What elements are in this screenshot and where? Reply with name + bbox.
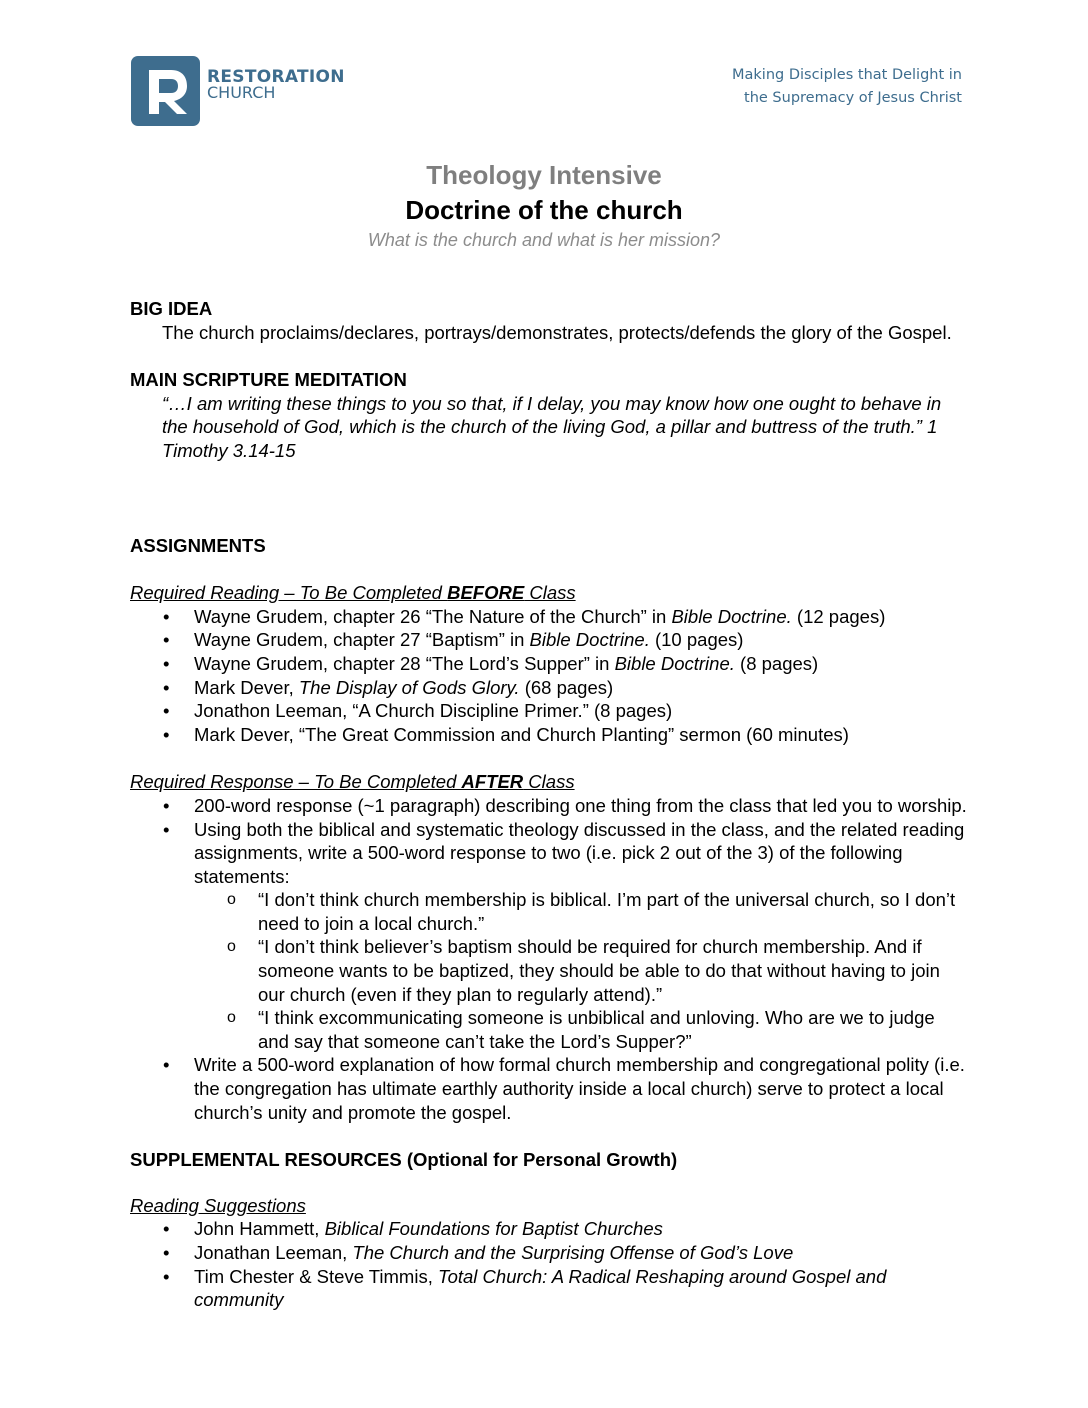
church-logo (131, 56, 345, 126)
list-item: • Mark Dever, “The Great Commission and Church Planting” sermon (60 minutes) (130, 723, 970, 747)
tagline (732, 64, 962, 110)
list-item: • Jonathan Leeman, The Church and the Surprising Offense of God’s Love (130, 1241, 970, 1265)
series-title: Theology Intensive (426, 160, 662, 190)
page-subtitle: What is the church and what is her mission? (367, 230, 721, 250)
list-item: • Jonathon Leeman, “A Church Discipline Primer.” (8 pages) (130, 699, 970, 723)
required-reading-list (130, 605, 970, 747)
list-item: • Wayne Grudem, chapter 27 “Baptism” in Bible Doctrine. (10 pages) (130, 628, 970, 652)
scripture-heading: MAIN SCRIPTURE MEDITATION (130, 369, 407, 391)
list-item: • Tim Chester & Steve Timmis, Total Church: A Radical Reshaping around Gospel and community (130, 1265, 970, 1312)
list-item: • Wayne Grudem, chapter 28 “The Lord’s Supper” in Bible Doctrine. (8 pages) (130, 652, 970, 676)
logo-line1: RESTORATION (207, 67, 345, 87)
reading-suggestions-list (130, 1217, 970, 1311)
reading-suggestions-title: Reading Suggestions (130, 1194, 306, 1216)
logo-line2: CHURCH (207, 83, 276, 102)
list-item: • Using both the biblical and systematic theology discussed in the class, and the related reading assignments, write a 500-word response to two (i.e. pick 2 out of the 3) of the following statements: o “I don’t think church membership is biblical. I’m part of the universal church, so I don’t need to join a local church.” o “I don’t think believer’s baptism should be required for church membership. And if someone wants to be baptized, they should be able to do that without having to join our church (even if they plan to regularly attend).” o “I think excommunicating someone is unbiblical and unloving. Who are we to judge and say that someone can’t take the Lord’s Supper?” (130, 818, 970, 1054)
tagline-line1: Making Disciples that Delight in (732, 67, 962, 83)
statement-item: o “I don’t think church membership is biblical. I’m part of the universal church, so I don’t need to join a local church.” (130, 888, 970, 935)
page-title: Doctrine of the church (405, 195, 683, 225)
logo-wordmark (207, 69, 345, 101)
statement-item: o “I don’t think believer’s baptism should be required for church membership. And if someone wants to be baptized, they should be able to do that without having to join our church (even if they plan to regularly attend).” (130, 935, 970, 1006)
big-idea-text: The church proclaims/declares, portrays/demonstrates, protects/defends the glory of the Gospel. (162, 321, 952, 343)
list-item: • Mark Dever, The Display of Gods Glory. (68 pages) (130, 676, 970, 700)
supplemental-heading: SUPPLEMENTAL RESOURCES (Optional for Personal Growth) (130, 1149, 678, 1171)
list-item: • 200-word response (~1 paragraph) describing one thing from the class that led you to worship. (130, 794, 970, 818)
statement-item: o “I think excommunicating someone is unbiblical and unloving. Who are we to judge and say that someone can’t take the Lord’s Supper?” (130, 1006, 970, 1053)
list-item: • John Hammett, Biblical Foundations for Baptist Churches (130, 1217, 970, 1241)
document-body (130, 297, 970, 1312)
tagline-line2: the Supremacy of Jesus Christ (744, 90, 962, 106)
list-item: • Write a 500-word explanation of how formal church membership and congregational polity (i.e. the congregation has ultimate earthly authority inside a local church) serve to protect a local church’s unity and promote the gospel. (130, 1053, 970, 1124)
required-response-title: Required Response – To Be Completed AFTER Class (130, 771, 575, 793)
scripture-text: “…I am writing these things to you so that, if I delay, you may know how one ought to behave in the household of God, which is the church of the living God, a pillar and buttress of the truth.” 1 Timothy 3.14-15 (162, 392, 942, 461)
big-idea-heading: BIG IDEA (130, 298, 213, 319)
required-response-list (130, 794, 970, 1124)
assignments-heading: ASSIGNMENTS (130, 534, 266, 556)
logo-mark-icon (131, 56, 200, 126)
list-item: • Wayne Grudem, chapter 26 “The Nature of the Church” in Bible Doctrine. (12 pages) (130, 605, 970, 629)
statement-list (194, 888, 970, 1053)
required-reading-title: Required Reading – To Be Completed BEFORE Class (130, 582, 576, 604)
